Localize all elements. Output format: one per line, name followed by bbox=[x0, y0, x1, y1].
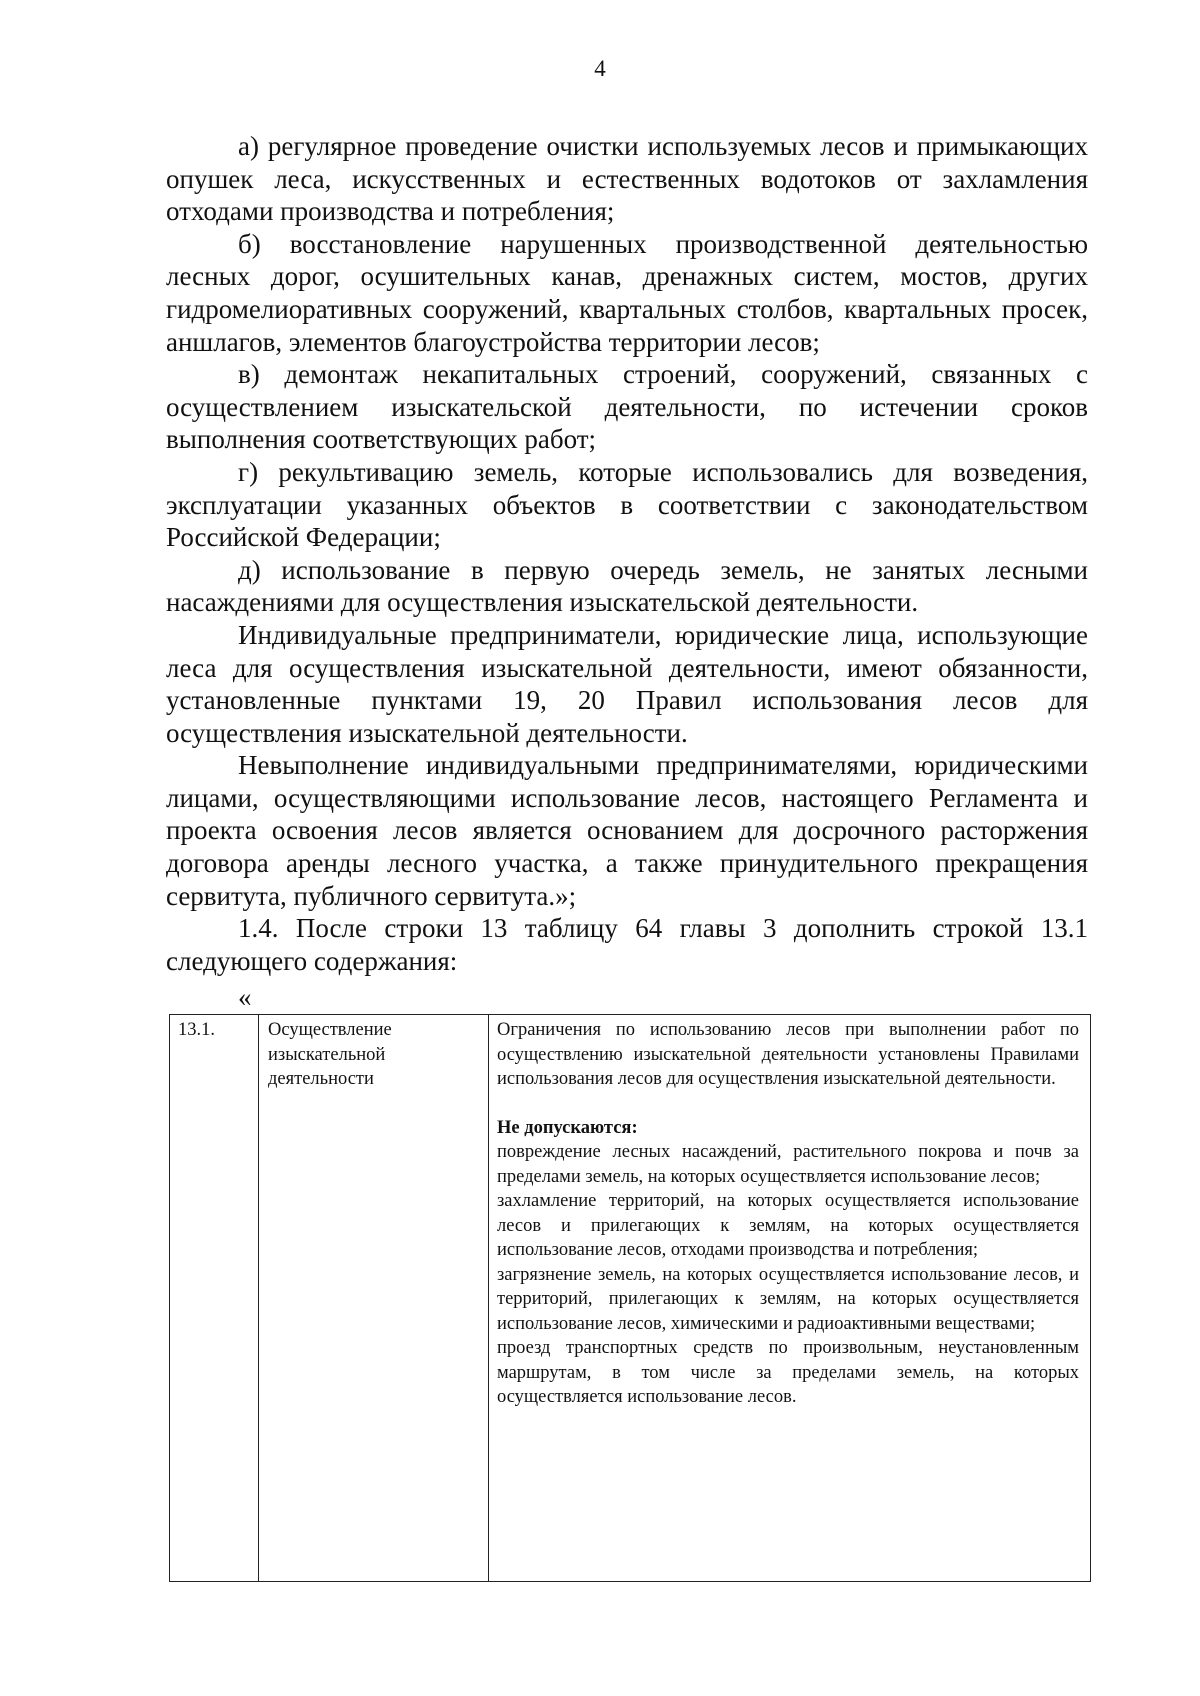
paragraph-non-compliance: Невыполнение индивидуальными предпринимателями, юридическими лицами, осуществляющими использование лесов, настоящего Регламента и проекта освоения лесов является основанием для досрочного расторжения договора аренды лесного участка, а также принудительного прекращения сервитута, публичного сервитута.»; bbox=[166, 750, 1088, 911]
row-number: 13.1. bbox=[170, 1015, 259, 1582]
prohibited-item: проезд транспортных средств по произвольным, неустановленным маршрутам, в том числе за пределами земель, на которых осуществляется использование лесов. bbox=[497, 1338, 1079, 1407]
paragraph-entrepreneurs: Индивидуальные предприниматели, юридические лица, использующие леса для осуществления изыскательной деятельности, имеют обязанности, установленные пунктами 19, 20 Правил использования лесов для осуществления изыскательной деятельности. bbox=[166, 619, 1088, 748]
paragraph-v: в) демонтаж некапитальных строений, сооружений, связанных с осуществлением изыскательской деятельности, по истечении сроков выполнения соответствующих работ; bbox=[166, 359, 1088, 455]
activity-type: Осуществление изыскательной деятельности bbox=[259, 1015, 489, 1582]
restrictions-intro: Ограничения по использованию лесов при выполнении работ по осуществлению изыскательной деятельности установлены Правилами использования лесов для осуществления изыскательной деятельности. bbox=[497, 1020, 1079, 1089]
paragraph-1-4: 1.4. После строки 13 таблицу 64 главы 3 дополнить строкой 13.1 следующего содержания: bbox=[166, 913, 1088, 976]
paragraph-d: д) использование в первую очередь земель, не занятых лесными насаждениями для осуществления изыскательской деятельности. bbox=[166, 554, 1088, 618]
restrictions-cell bbox=[489, 1015, 1091, 1582]
paragraph-g: г) рекультивацию земель, которые использовались для возведения, эксплуатации указанных объектов в соответствии с законодательством Российской Федерации; bbox=[166, 456, 1088, 553]
prohibited-item: захламление территорий, на которых осуществляется использование лесов и прилегающих к землям, на которых осуществляется использование лесов, отходами производства и потребления; bbox=[497, 1191, 1079, 1260]
prohibited-item: загрязнение земель, на которых осуществляется использование лесов, и территорий, прилегающих к землям, на которых осуществляется использование лесов, химическими и радиоактивными веществами; bbox=[497, 1264, 1079, 1334]
paragraph-b: б) восстановление нарушенных производственной деятельностью лесных дорог, осушительных канав, дренажных систем, мостов, других гидромелиоративных сооружений, квартальных столбов, квартальных просек, аншлагов, элементов благоустройства территории лесов; bbox=[166, 228, 1088, 357]
page-number: 4 bbox=[594, 56, 606, 81]
body-text bbox=[166, 130, 1088, 977]
prohibited-item: повреждение лесных насаждений, растительного покрова и почв за пределами земель, на которых осуществляется использование лесов; bbox=[497, 1142, 1079, 1187]
prohibited-heading: Не допускаются: bbox=[497, 1117, 638, 1138]
paragraph-a: а) регулярное проведение очистки используемых лесов и примыкающих опушек леса, искусственных и естественных водотоков от захламления отходами производства и потребления; bbox=[166, 131, 1088, 227]
table-row bbox=[170, 1015, 1091, 1582]
opening-quote: « bbox=[238, 982, 252, 1012]
regulation-table bbox=[169, 1014, 1091, 1582]
